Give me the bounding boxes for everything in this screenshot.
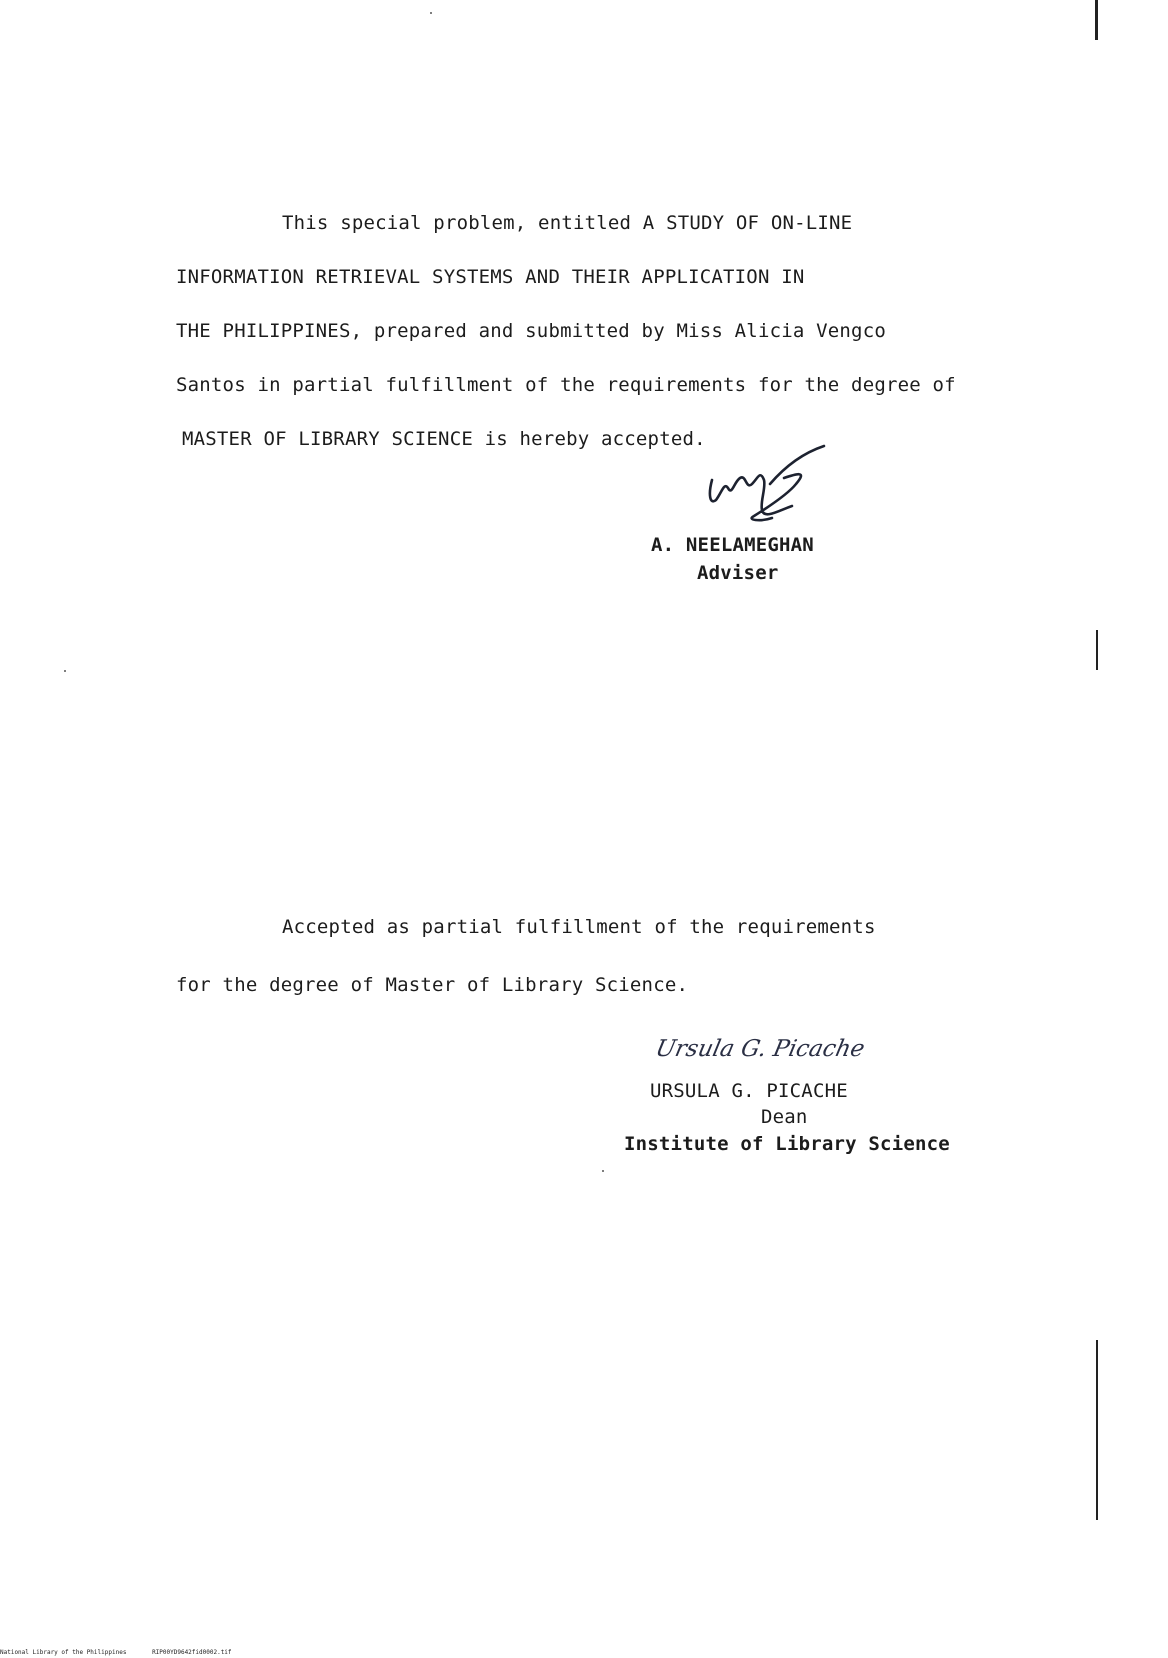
scan-edge-top bbox=[1095, 0, 1098, 40]
dean-name: URSULA G. PICACHE bbox=[650, 1080, 848, 1102]
dean-statement-line-2: for the degree of Master of Library Science. bbox=[176, 974, 689, 996]
acceptance-line-5: MASTER OF LIBRARY SCIENCE is hereby accepted. bbox=[182, 428, 706, 450]
adviser-signature bbox=[700, 440, 860, 540]
scan-edge-mid bbox=[1096, 630, 1098, 670]
institute-name: Institute of Library Science bbox=[624, 1133, 950, 1155]
scan-speck bbox=[64, 670, 66, 672]
scan-speck bbox=[430, 12, 432, 14]
scan-speck bbox=[602, 1170, 604, 1172]
acceptance-line-2: INFORMATION RETRIEVAL SYSTEMS AND THEIR APPLICATION IN bbox=[176, 266, 805, 288]
scan-footer bbox=[0, 1649, 254, 1656]
acceptance-line-1: This special problem, entitled A STUDY OF ON-LINE bbox=[282, 212, 853, 234]
dean-statement-line-1: Accepted as partial fulfillment of the requirements bbox=[282, 916, 876, 938]
footer-library: National Library of the Philippines bbox=[0, 1649, 127, 1656]
dean-title: Dean bbox=[761, 1106, 808, 1128]
footer-file: RIP00YD9642fid0002.tif bbox=[152, 1649, 232, 1656]
acceptance-line-3: THE PHILIPPINES, prepared and submitted by Miss Alicia Vengco bbox=[176, 320, 886, 342]
adviser-name: A. NEELAMEGHAN bbox=[651, 534, 814, 556]
dean-signature: Ursula G. Picache bbox=[653, 1036, 868, 1062]
adviser-title: Adviser bbox=[697, 562, 779, 584]
scan-edge-bottom bbox=[1096, 1340, 1098, 1520]
acceptance-line-4: Santos in partial fulfillment of the requirements for the degree of bbox=[176, 374, 956, 396]
